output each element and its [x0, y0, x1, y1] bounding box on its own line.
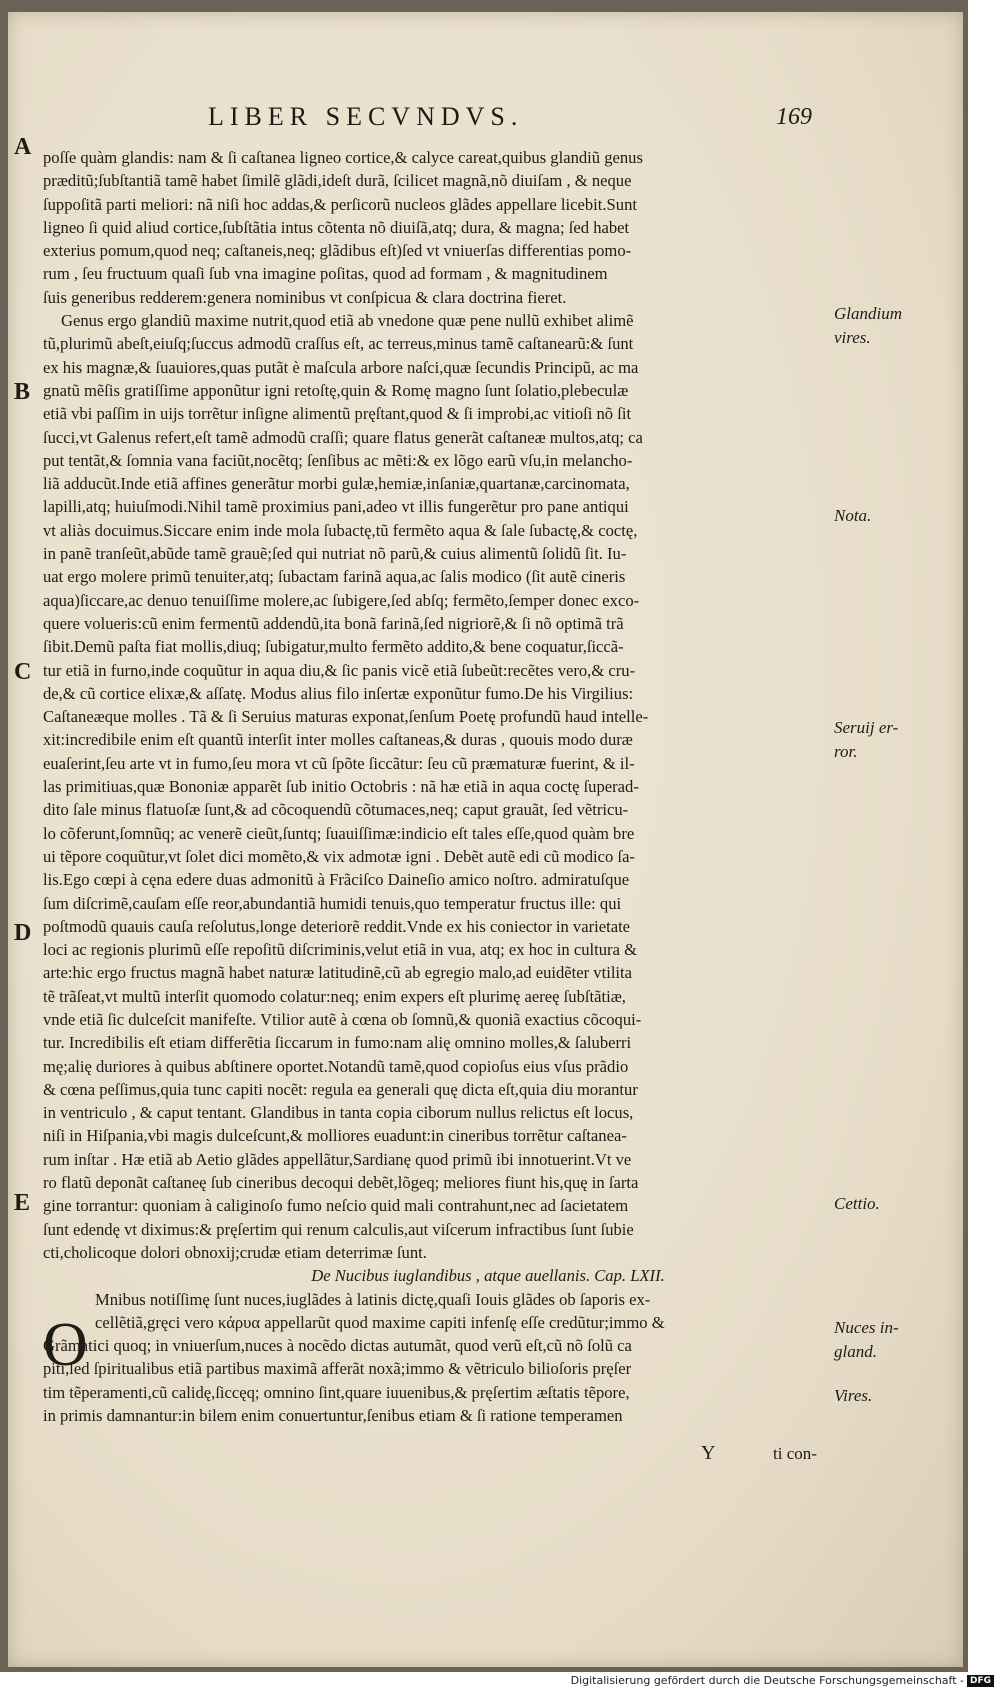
text-line: uat ergo molere primũ tenuiter,atq; ſubactam farinã aqua,ac ſalis modico (ſit autẽ cineris: [43, 567, 626, 587]
text-line: & cœna peſſimus,quia tunc capiti nocẽt: regula ea generali quę dicta eſt,quia diu morantur: [43, 1079, 638, 1099]
signature-mark: Y: [701, 1442, 716, 1464]
margin-note: Vires.: [834, 1386, 873, 1405]
text-line: mę;alię duriores à quibus abſtinere oportet.Notandũ tamẽ,quod copioſus eius vſus prãdio: [43, 1056, 629, 1076]
text-line: de,& cũ cortice elixæ,& aſſatę. Modus alius filo inſertæ exponũtur fumo.De his Virgilius:: [43, 683, 634, 703]
section-letter-b: B: [14, 379, 31, 405]
drop-capital: O: [43, 1311, 88, 1379]
text-line: gnatũ mẽſis gratiſſime apponũtur igni retoſtę,quin & Romę magno ſunt ſolatio,plebeculæ: [43, 380, 629, 400]
text-line: poſſe quàm glandis: nam & ſi caſtanea ligneo cortice,& calyce careat,quibus glandiũ genus: [43, 148, 643, 167]
text-line: ſunt edendę vt diximus:& pręſertim qui renum calculis,aut viſcerum infractibus ſunt ſubie: [43, 1219, 634, 1239]
text-line: aqua)ſiccare,ac denuo tenuiſſime molere,ac ſubigere,ſed abſq; fermẽto,ſemper donec exco-: [43, 590, 640, 610]
text-line: ſibit.Demũ paſta fiat mollis,diuq; ſubigatur,multo fermẽto addito,& bene coquatur,ſiccã-: [43, 637, 624, 657]
text-line: ex his magnæ,& ſuauiores,quas putãt è maſcula arbore naſci,quæ ſecundis Principũ, ac ma: [43, 357, 639, 377]
text-line: cti,cholicoque dolori obnoxij;crudæ etiam deterrimæ ſunt.: [43, 1242, 427, 1262]
text-line: Mnibus notiſſimę ſunt nuces,iuglãdes à latinis dictę,quaſi Iouis glãdes ob ſaporis ex-: [95, 1289, 651, 1309]
margin-note: Seruij er-: [834, 718, 899, 737]
margin-note: Nuces in-: [834, 1318, 899, 1337]
text-line: ſucci,vt Galenus refert,eſt tamẽ admodũ craſſi; quare flatus generãt caſtaneæ multos,atq; ca: [43, 427, 643, 447]
catchword: ti con-: [773, 1444, 817, 1463]
dfg-logo-icon: DFG: [967, 1675, 994, 1687]
text-line: dito ſale minus flatuoſæ ſunt,& ad cõcoquendũ cõtumaces,neq; caput grauãt, ſed vẽtricu-: [43, 800, 629, 820]
text-line: tim tẽperamenti,cũ calidę,ſiccęq; omnino ſint,quare iuuenibus,& pręſertim æſtatis tẽpore,: [43, 1382, 630, 1402]
text-line: piti,ſed ſpiritualibus etiã partibus maximã afferãt noxã;immo & vẽtriculo bilioſoris pręſer: [43, 1359, 632, 1379]
text-line: in panẽ tranſeũt,abũde tamẽ grauẽ;ſed qui nutriat nõ parũ,& cuius alimentũ ſolidũ ſit. Iu-: [43, 544, 627, 564]
section-letter-e: E: [14, 1190, 31, 1216]
text-line: Genus ergo glandiũ maxime nutrit,quod etiã ab vnedone quæ pene nullũ exhibet alimẽ: [61, 311, 634, 331]
text-line: lo cõferunt,ſomnũq; ac venerẽ cieũt,ſuntq; ſuauiſſimæ:indicio eſt tales eſſe,quod quàm bre: [43, 823, 635, 843]
text-line: exterius pomum,quod neq; caſtaneis,neq; glãdibus eſt)ſed vt vniuerſas differentias pomo-: [43, 241, 632, 261]
text-line: Grãmatici quoq; in vniuerſum,nuces à nocẽdo dictas autumãt, quod verũ eſt,cũ nõ ſolũ ca: [43, 1336, 632, 1356]
margin-note: gland.: [834, 1342, 877, 1361]
text-line: tur etiã in furno,inde coquũtur in aqua diu,& ſic panis vicẽ etiã ſubeũt:recẽtes vero,& cru-: [43, 660, 636, 680]
chapter-heading: De Nucibus iuglandibus , atque auellanis. Cap. LXII.: [311, 1266, 665, 1286]
text-line: loci ac regionis plurimũ eſſe repoſitũ diſcriminis,velut etiã in vua, atq; ex hoc in cultura &: [43, 940, 637, 960]
text-line: in primis damnantur:in bilem enim conuertuntur,ſenibus etiam & ſi ratione temperamen: [43, 1406, 623, 1426]
section-letter-a: A: [14, 134, 32, 160]
text-line: in ventriculo , & caput tentant. Glandibus in tanta copia ciborum nullus relictus eſt locus,: [43, 1103, 634, 1123]
text-line: niſi in Hiſpania,vbi magis dulceſcunt,& molliores euadunt:in cineribus torrẽtur caſtanea-: [43, 1126, 627, 1146]
margin-note: ror.: [834, 742, 858, 761]
text-line: put tentãt,& ſomnia vana faciũt,nocẽtq; ſenſibus ac mẽti:& ex lõgo earũ vſu,in melancho-: [43, 450, 633, 470]
margin-note: Cettio.: [834, 1194, 880, 1213]
book-page: [8, 12, 963, 1667]
text-line: ſuis generibus redderem:genera nominibus vt conſpicua & clara doctrina fieret.: [43, 287, 567, 307]
margin-note: Nota.: [834, 506, 872, 525]
text-line: poſtmodũ quauis cauſa reſolutus,longe deteriorẽ reddit.Vnde ex his coniector in varietate: [43, 916, 631, 936]
text-line: tũ,plurimũ abeſt,eiuſq;ſuccus admodũ craſſus eſt, ac terreus,minus tamẽ caſtanearũ:& ſunt: [43, 334, 634, 354]
page-number: 169: [776, 104, 812, 130]
body-text: [43, 146, 823, 1427]
text-line: præditũ;ſubſtantiã tamẽ habet ſimilẽ glãdi,ideſt durã, ſcilicet magnã,nõ diuiſam , & neque: [43, 171, 632, 191]
text-line: vnde etiã ſic dulceſcit manifeſte. Vtilior autẽ à cœna ob ſomnũ,& quoniã exactius cõcoqui-: [43, 1009, 642, 1029]
footer-text: Digitalisierung gefördert durch die Deutsche Forschungsgemeinschaft -: [570, 1674, 964, 1687]
text-line: xit:incredibile enim eſt quantũ interſit inter molles caſtaneas,& duras , quouis modo duræ: [43, 730, 633, 750]
text-line: euaſerint,ſeu arte vt in fumo,ſeu mora vt cũ ſpõte ſiccãtur: ſeu cũ præmaturæ fuerint, & il-: [43, 753, 635, 773]
text-line: lapilli,atq; huiuſmodi.Nihil tamẽ proximius pani,adeo vt illis fungerẽtur pro pane antiqui: [43, 497, 629, 517]
margin-note: vires.: [834, 328, 871, 347]
text-line: tẽ trãſeat,vt multũ interſit quomodo colatur:neq; enim expers eſt plurimę aereę ſubſtãtiæ,: [43, 986, 626, 1006]
text-line: ui tẽpore coquũtur,vt ſolet dici momẽto,& vix admotæ igni . Debẽt autẽ edi cũ modico ſa-: [43, 846, 635, 866]
running-header: LIBER SECVNDVS.: [208, 102, 524, 131]
text-line: rum , ſeu fructuum quaſi ſub vna imagine poſitas, quod ad formam , & magnitudinem: [43, 264, 608, 284]
text-line: cellẽtiã,gręci vero κάρυα appellarũt quod maxime capiti infenſę eſſe credũtur;immo &: [95, 1312, 665, 1332]
text-line: tur. Incredibilis eſt etiam differẽtia ſiccarum in fumo:nam alię omnino molles,& ſaluberri: [43, 1033, 632, 1053]
text-line: rum inſtar . Hæ etiã ab Aetio glãdes appellãtur,Sardianę quod primũ ibi innotuerint.Vt ve: [43, 1149, 632, 1169]
text-line: ligneo ſi quid aliud cortice,ſubſtãtia intus cõtenta nõ diuiſã,atq; dura, & magna; ſed habet: [43, 217, 630, 237]
text-line: gine torrantur: quoniam à caliginoſo fumo neſcio quid mali contrahunt,nec ad ſacietatem: [43, 1196, 629, 1216]
section-letter-d: D: [14, 920, 32, 946]
text-line: Caſtaneæque molles . Tã & ſi Seruius maturas exponat,ſenſum Poetę profundũ haud intelle-: [43, 707, 649, 727]
text-line: liã adducũt.Inde etiã affines generãtur morbi gulæ,hemiæ,inſaniæ,quartanæ,carcinomata,: [43, 474, 630, 494]
text-line: vt aliàs docuimus.Siccare enim inde mola ſubactę,tũ fermẽto aqua & ſale ſubactę,& coctę,: [43, 520, 638, 540]
text-line: ro flatũ deponãt caſtaneę ſub cineribus decoqui debẽt,lõgeq; meliores fiunt his,quę in ſarta: [43, 1173, 639, 1193]
text-line: etiã vbi paſſim in uijs torrẽtur inſigne alimentũ pręſtant,quod & ſi improbi,ac vitioſi nõ ſit: [43, 404, 632, 424]
text-line: las primitiuas,quæ Bononiæ apparẽt ſub initio Octobris : nã hæ etiã in aqua coctę ſuperad-: [43, 777, 639, 797]
margin-note: Glandium: [834, 304, 902, 323]
section-letter-c: C: [14, 659, 32, 685]
text-line: ſum diſcrimẽ,cauſam eſſe reor,abundantiã humidi tenuis,quo temperatur fructus ille: qui: [43, 893, 622, 913]
text-line: ſuppoſitã parti meliori: nã niſi hoc addas,& perſicorũ nucleos glãdes appellare licebit.Sunt: [43, 194, 637, 214]
text-line: lis.Ego cœpi à cęna edere duas admonitũ à Frãciſco Daineſio amico noſtro. admiratuſque: [43, 870, 630, 890]
text-line: arte:hic ergo fructus magnã habet naturæ latitudinẽ,cũ ab egregio malo,ad euidẽter vtilita: [43, 963, 633, 983]
digitization-footer: [571, 1674, 994, 1688]
text-line: quere volueris:cũ enim fermentũ addendũ,ita bonã farinã,ſed nigriorẽ,& ſi nõ optimã trã: [43, 613, 624, 633]
